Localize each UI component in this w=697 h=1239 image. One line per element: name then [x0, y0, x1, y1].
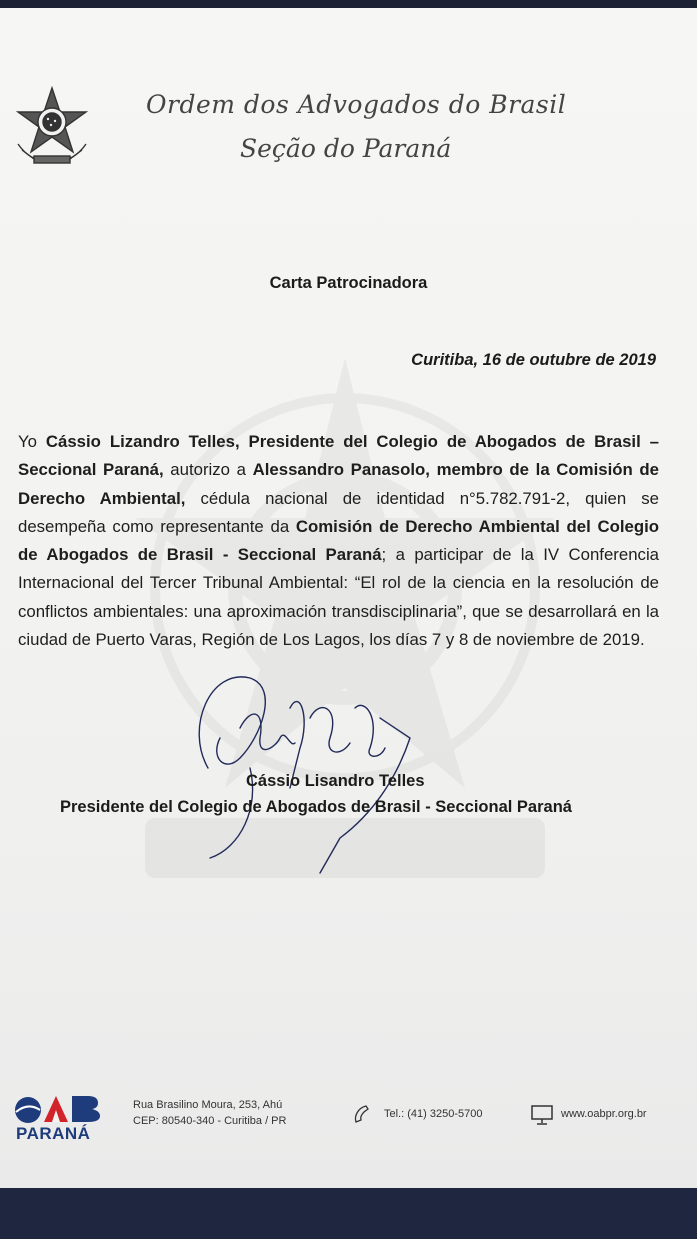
- body-segment: Comisión de Derecho Ambiental del Colegio de Abogados de Brasil - Seccional Paraná: [18, 516, 659, 565]
- body-segment: ; a participar de la IV Conferencia Internacional del Tercer Tribunal Ambiental: “El rol de la ciencia en la resolución de conflictos ambientales: una aproximación transdisciplinaria”, que se desarrollará en la ciudad de Puerto Varas, Región de Los Lagos, los días 7 y 8 de noviembre de 2019.: [18, 545, 660, 650]
- footer-website: www.oabpr.org.br: [561, 1108, 647, 1120]
- letter-footer: [0, 1088, 697, 1148]
- body-paragraph: [18, 428, 659, 654]
- body-segment: cédula nacional de identidad n°5.782.791-2, quien se desempeña como representante da: [18, 488, 659, 536]
- monitor-icon: [530, 1104, 554, 1126]
- body-segment: Yo: [18, 432, 46, 451]
- signer-role: Presidente del Colegio de Abogados de Brasil - Seccional Paraná: [60, 798, 572, 816]
- footer-phone: Tel.: (41) 3250-5700: [384, 1108, 483, 1120]
- handwritten-signature: [180, 648, 440, 878]
- oab-logo-subtext: PARANÁ: [16, 1124, 91, 1143]
- signer-name: Cássio Lisandro Telles: [246, 772, 425, 790]
- footer-address: [133, 1097, 286, 1129]
- document-date: Curitiba, 16 de outubre de 2019: [411, 351, 656, 369]
- letterhead-line-2: Seção do Paraná: [240, 134, 452, 163]
- letterhead-line-1: Ordem dos Advogados do Brasil: [146, 90, 567, 119]
- document-title: Carta Patrocinadora: [269, 274, 428, 292]
- letter-page: [0, 8, 697, 1188]
- brazil-seal-icon: [12, 84, 92, 168]
- address-line-2: CEP: 80540-340 - Curitiba / PR: [133, 1115, 287, 1127]
- body-segment: Cássio Lizandro Telles, Presidente del Colegio de Abogados de Brasil – Seccional Paraná,: [18, 432, 659, 480]
- phone-icon: [352, 1104, 372, 1124]
- address-line-1: Rua Brasilino Moura, 253, Ahú: [133, 1099, 283, 1111]
- body-segment: autorizo a: [163, 460, 253, 480]
- body-segment: Alessandro Panasolo, membro de la Comisión de Derecho Ambiental,: [18, 460, 659, 508]
